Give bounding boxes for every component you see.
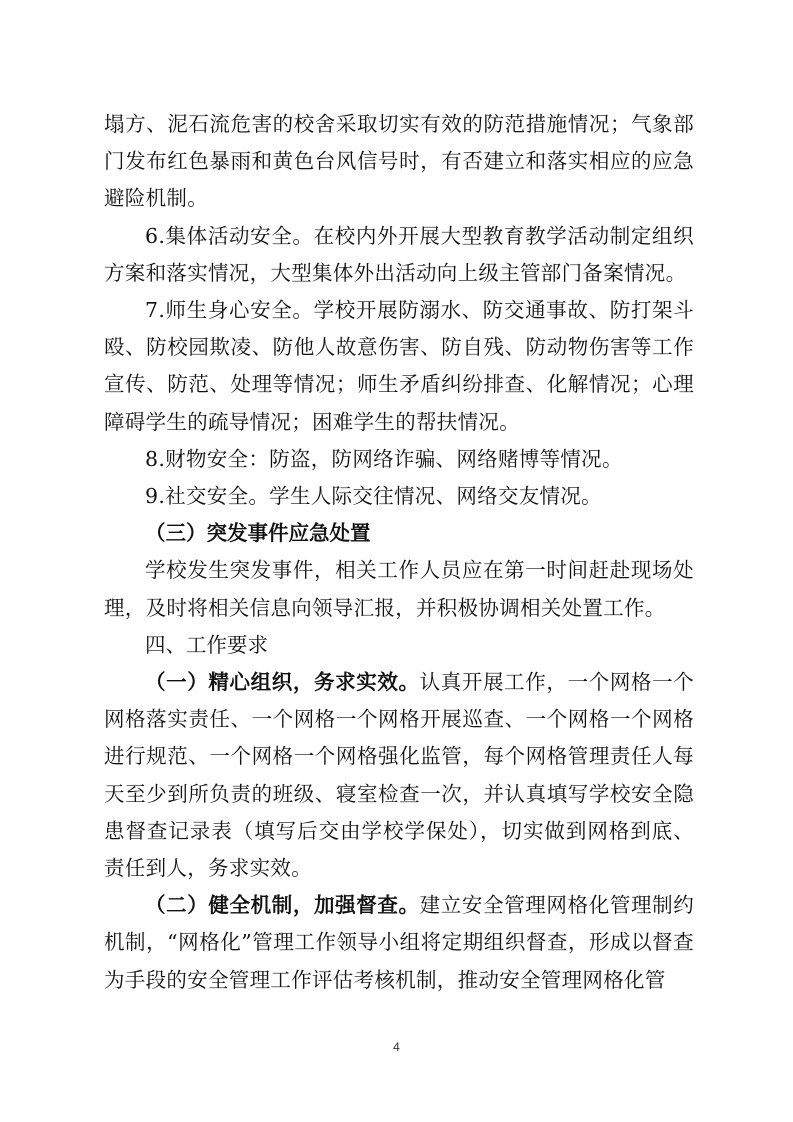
section-heading-emergency: （三）突发事件应急处置 xyxy=(145,521,371,546)
paragraph-organization-body: 认真开展工作，一个网格一个网格落实责任、一个网格一个网格开展巡查、一个网格一个网格进行规范、一个网格一个网格强化监管，每个网格管理责任人每天至少到所负责的班级、寝室检查一次，并认真填写学校安全隐患督查记录表（填写后交由学校学保处），切实做到网格到底、责任到人，务求实效。 xyxy=(104,670,695,881)
document-page xyxy=(104,106,694,1006)
paragraph-mechanism xyxy=(104,887,694,999)
section-heading-work-requirements: 四、工作要求 xyxy=(145,632,268,657)
paragraph-emergency-handling: 学校发生突发事件，相关工作人员应在第一时间赶赴现场处理，及时将相关信息向领导汇报，并积极协调相关处置工作。 xyxy=(104,558,694,620)
paragraph-mechanism-body: 建立安全管理网格化管理制约机制，“网格化”管理工作领导小组将定期组织督查，形成以督查为手段的安全管理工作评估考核机制，推动安全管理网格化管 xyxy=(104,893,695,992)
page-number: 4 xyxy=(393,1040,400,1054)
paragraph-social-safety: 9.社交安全。学生人际交往情况、网络交友情况。 xyxy=(145,484,602,509)
paragraph-property-safety: 8.财物安全：防盗，防网络诈骗、网络赌博等情况。 xyxy=(145,446,623,471)
paragraph-group-activity-safety: 6.集体活动安全。在校内外开展大型教育教学活动制定组织方案和落实情况，大型集体外出活动向上级主管部门备案情况。 xyxy=(104,223,694,285)
paragraph-organization xyxy=(104,664,694,887)
paragraph-physical-mental-safety: 7.师生身心安全。学校开展防溺水、防交通事故、防打架斗殴、防校园欺凌、防他人故意伤害、防自残、防动物伤害等工作宣传、防范、处理等情况；师生矛盾纠纷排查、化解情况；心理障碍学生的疏导情况；困难学生的帮扶情况。 xyxy=(104,298,694,434)
paragraph-disaster-prevention: 塌方、泥石流危害的校舍采取切实有效的防范措施情况；气象部门发布红色暴雨和黄色台风信号时，有否建立和落实相应的应急避险机制。 xyxy=(104,112,694,211)
paragraph-mechanism-lead: （二）健全机制，加强督查。 xyxy=(145,893,420,918)
paragraph-organization-lead: （一）精心组织，务求实效。 xyxy=(145,670,420,695)
